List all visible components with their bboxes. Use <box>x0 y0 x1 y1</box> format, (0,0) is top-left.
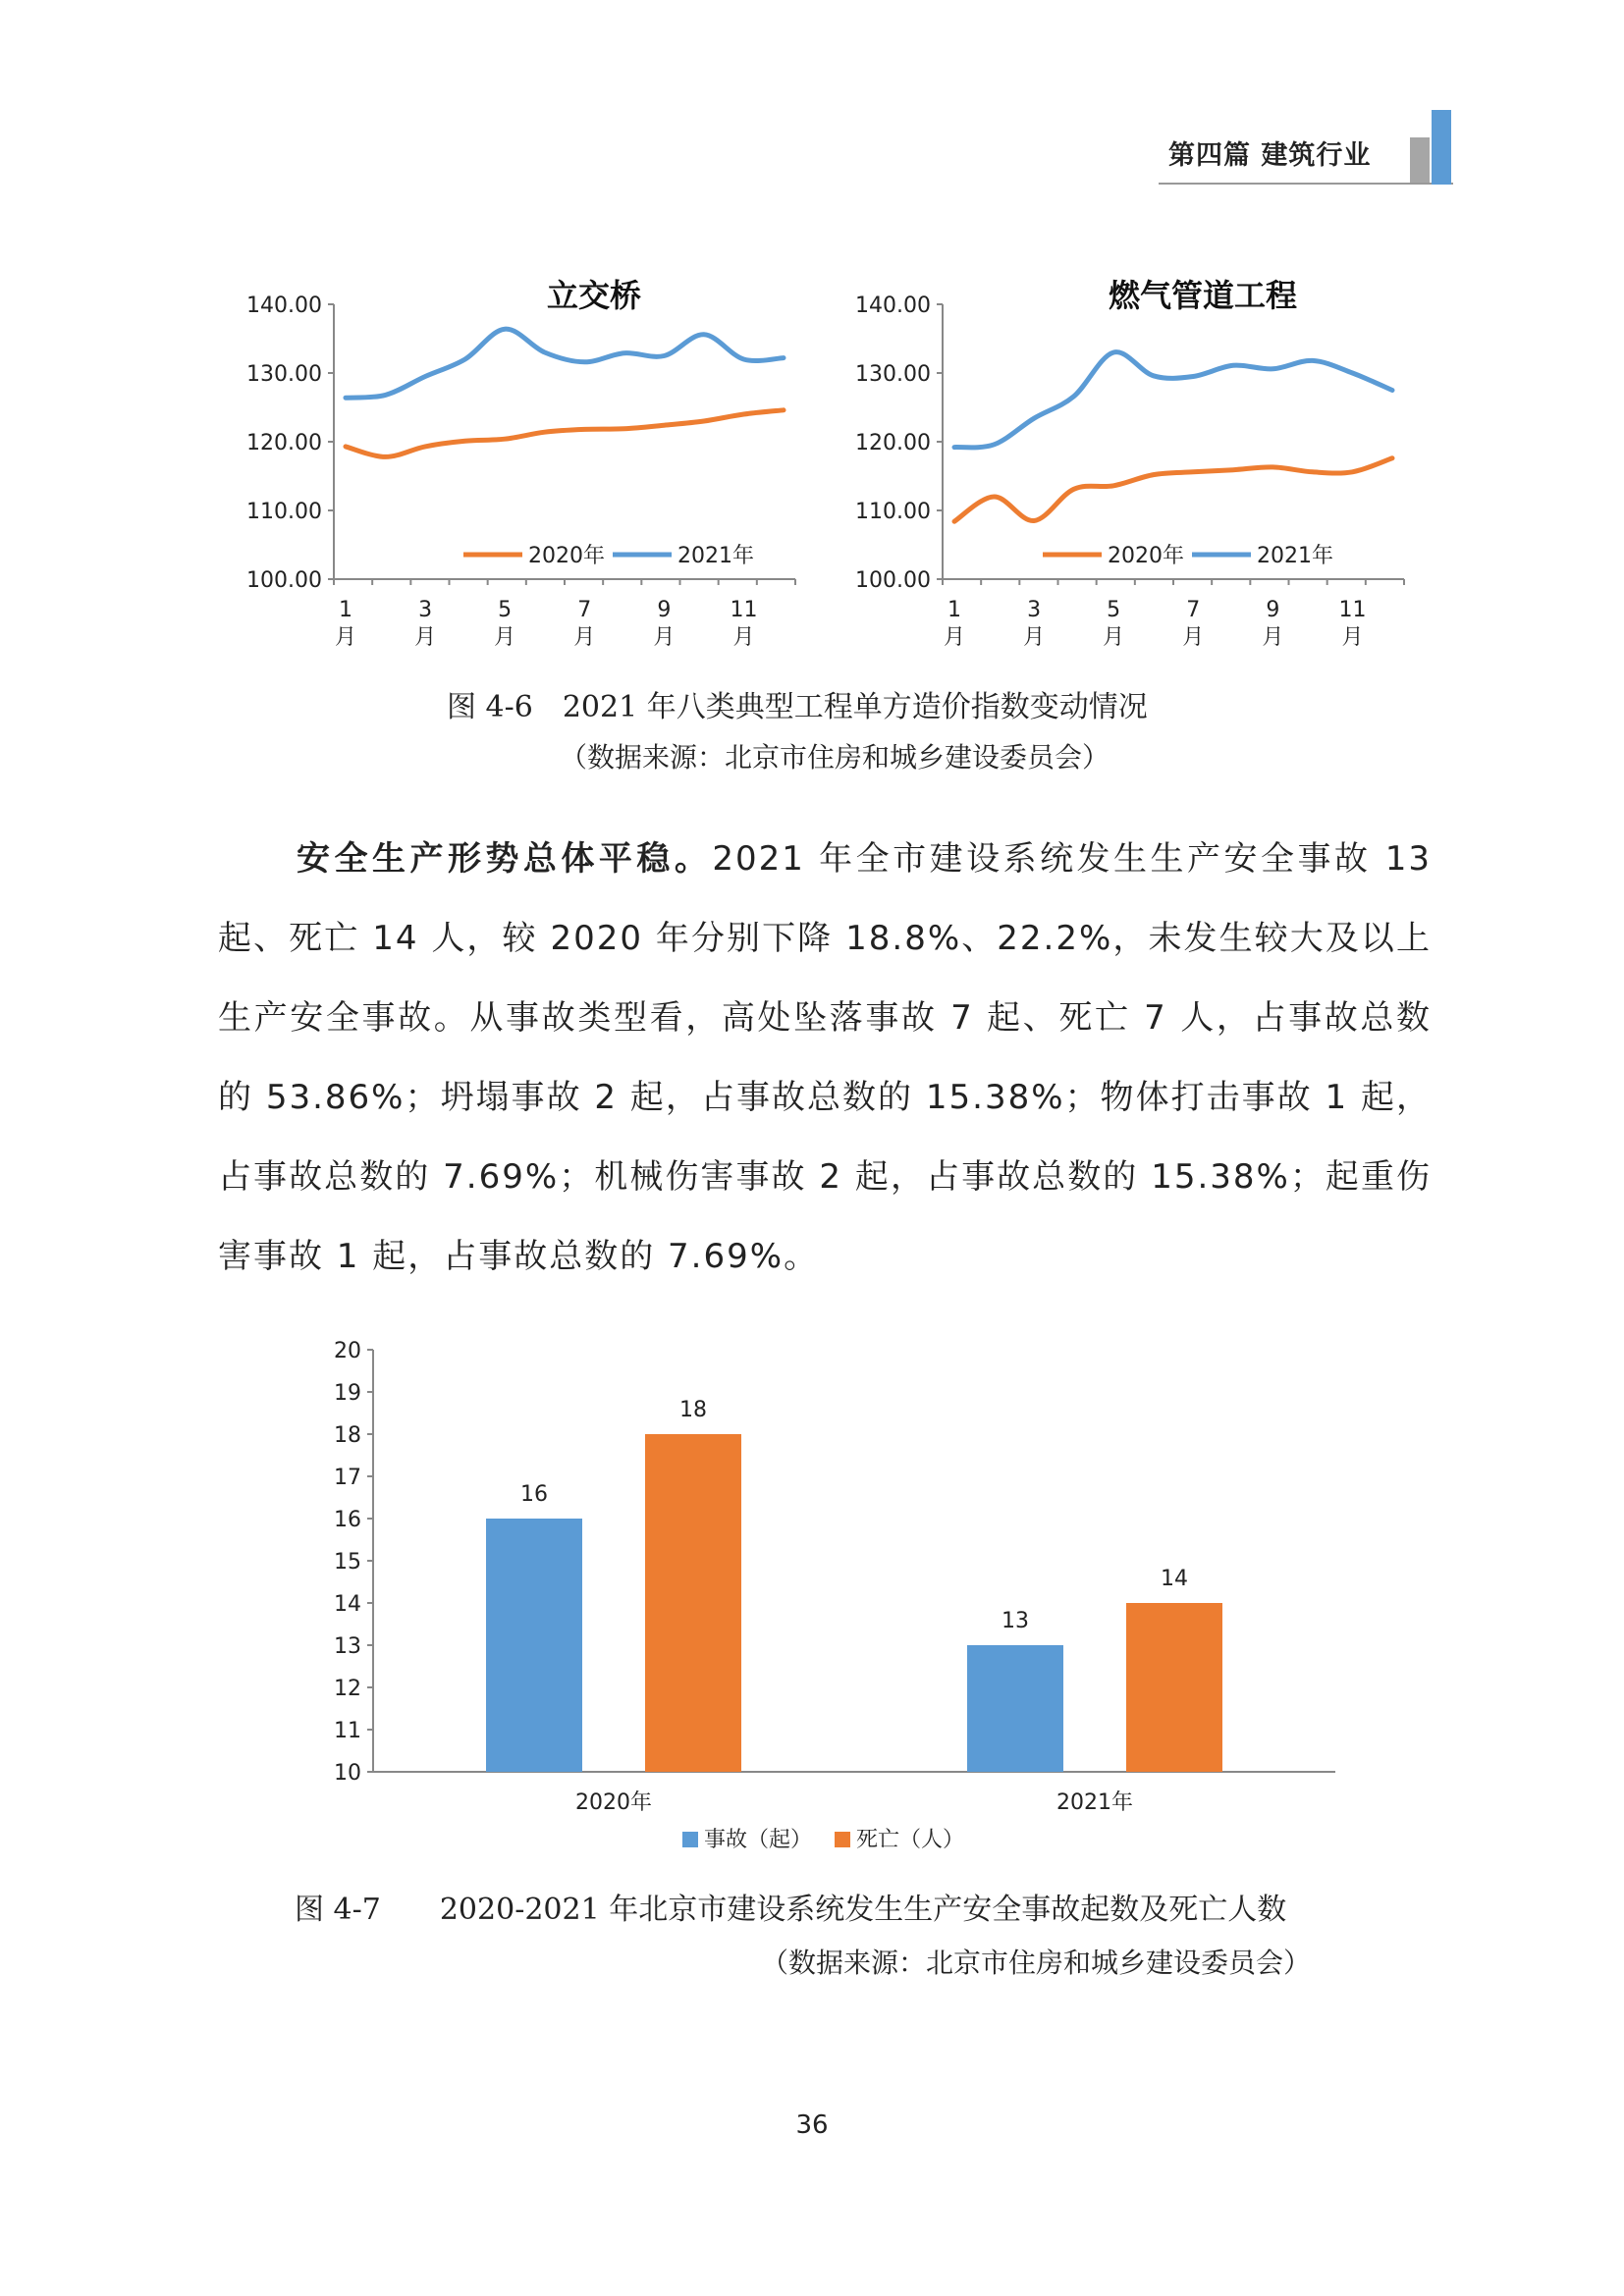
gas-pipeline-x-tick-unit: 月 <box>943 625 966 650</box>
overpass-series-line-2021 <box>346 329 784 398</box>
gas-pipeline-x-tick-label: 9 <box>1266 598 1280 622</box>
gas-pipeline-x-tick-unit: 月 <box>1182 625 1205 650</box>
bar-y-tick-label: 11 <box>334 1719 361 1743</box>
bar-category-label: 2021年 <box>1056 1790 1133 1815</box>
overpass-x-tick-label: 9 <box>657 598 672 622</box>
overpass-x-tick-unit: 月 <box>653 625 676 650</box>
gas-pipeline-title: 燃气管道工程 <box>1108 277 1298 314</box>
bar-legend-swatch-deaths <box>835 1832 850 1847</box>
overpass-legend-label-2020: 2020年 <box>528 544 605 568</box>
bar-y-tick-label: 13 <box>334 1634 361 1659</box>
overpass-x-tick-unit: 月 <box>334 625 357 650</box>
gas-pipeline-y-tick-label: 100.00 <box>855 568 931 593</box>
gas-pipeline-y-tick-label: 130.00 <box>855 362 931 387</box>
overpass-x-tick-unit: 月 <box>494 625 516 650</box>
overpass-x-tick-unit: 月 <box>732 625 755 650</box>
gas-pipeline-x-tick-label: 7 <box>1186 598 1201 622</box>
bar-data-label: 18 <box>679 1398 707 1422</box>
bar-legend-label-accidents: 事故（起） <box>704 1828 813 1852</box>
bar-y-tick-label: 10 <box>334 1761 361 1786</box>
overpass-x-tick-label: 11 <box>730 598 758 622</box>
line-chart-overpass <box>206 265 815 677</box>
bar-category-label: 2020年 <box>575 1790 652 1815</box>
bar-chart-accidents <box>304 1330 1365 1860</box>
bar-deaths <box>1126 1603 1222 1772</box>
paragraph-lead: 安全生产形势总体平稳。 <box>297 839 713 879</box>
gas-pipeline-series-line-2021 <box>954 352 1392 448</box>
gas-pipeline-series-line-2020 <box>954 458 1392 521</box>
gas-pipeline-x-tick-label: 5 <box>1107 598 1121 622</box>
overpass-title: 立交桥 <box>546 277 642 314</box>
bar-y-tick-label: 12 <box>334 1677 361 1701</box>
gas-pipeline-x-tick-label: 11 <box>1338 598 1367 622</box>
overpass-x-tick-unit: 月 <box>573 625 596 650</box>
paragraph-text: 2021 年全市建设系统发生生产安全事故 13 起、死亡 14 人，较 2020 年分别下降 18.8%、22.2%，未发生较大及以上生产安全事故。从事故类型看，高处坠落事故 7 起、死亡 7 人，占事故总数的 53.86%；坍塌事故 2 起，占事故总数的 15.38%；物体打击事故 1 起，占事故总数的 7.69%；机械伤害事故 2 起，占事故总数的 15.38%；起重伤害事故 1 起，占事故总数的 7.69%。 <box>218 839 1433 1276</box>
overpass-y-tick-label: 140.00 <box>246 294 322 318</box>
overpass-x-tick-label: 5 <box>498 598 513 622</box>
bar-deaths <box>645 1434 741 1772</box>
bar-y-tick-label: 14 <box>334 1592 361 1617</box>
line-chart-gas-pipeline <box>815 265 1424 677</box>
gas-pipeline-x-tick-label: 1 <box>947 598 961 622</box>
bar-y-tick-label: 15 <box>334 1550 361 1575</box>
bar-y-tick-label: 20 <box>334 1339 361 1363</box>
bar-y-tick-label: 18 <box>334 1423 361 1448</box>
bar-legend-swatch-accidents <box>682 1832 698 1847</box>
bar-accidents <box>967 1645 1063 1772</box>
section-header-title: 第四篇 建筑行业 <box>1168 140 1372 171</box>
body-paragraph <box>218 820 1432 1297</box>
figure-4-7-source: （数据来源：北京市住房和城乡建设委员会） <box>761 1947 1312 1979</box>
gas-pipeline-legend-label-2020: 2020年 <box>1108 544 1184 568</box>
bar-data-label: 16 <box>520 1482 548 1507</box>
overpass-legend-label-2021: 2021年 <box>677 544 754 568</box>
gas-pipeline-y-tick-label: 120.00 <box>855 431 931 455</box>
gas-pipeline-x-tick-label: 3 <box>1027 598 1042 622</box>
overpass-series-line-2020 <box>346 410 784 457</box>
gas-pipeline-x-tick-unit: 月 <box>1262 625 1284 650</box>
overpass-y-tick-label: 110.00 <box>246 500 322 524</box>
figure-4-6-caption: 图 4-6 2021 年八类典型工程单方造价指数变动情况 <box>447 690 1148 724</box>
overpass-x-tick-label: 7 <box>577 598 592 622</box>
bar-accidents <box>486 1519 582 1772</box>
overpass-y-tick-label: 120.00 <box>246 431 322 455</box>
figure-4-7-caption: 图 4-7 2020-2021 年北京市建设系统发生生产安全事故起数及死亡人数 <box>295 1893 1287 1927</box>
gas-pipeline-y-tick-label: 140.00 <box>855 294 931 318</box>
bar-data-label: 14 <box>1161 1567 1188 1591</box>
overpass-x-tick-unit: 月 <box>414 625 437 650</box>
bar-legend-label-deaths: 死亡（人） <box>856 1828 965 1852</box>
header-rule <box>1159 183 1453 185</box>
gas-pipeline-y-tick-label: 110.00 <box>855 500 931 524</box>
overpass-y-tick-label: 100.00 <box>246 568 322 593</box>
bar-y-tick-label: 16 <box>334 1508 361 1532</box>
overpass-x-tick-label: 3 <box>418 598 433 622</box>
gas-pipeline-x-tick-unit: 月 <box>1103 625 1125 650</box>
header-decor-bar-blue <box>1432 110 1451 185</box>
overpass-y-tick-label: 130.00 <box>246 362 322 387</box>
gas-pipeline-legend-label-2021: 2021年 <box>1257 544 1333 568</box>
bar-y-tick-label: 19 <box>334 1381 361 1406</box>
overpass-x-tick-label: 1 <box>339 598 352 622</box>
gas-pipeline-x-tick-unit: 月 <box>1023 625 1046 650</box>
gas-pipeline-x-tick-unit: 月 <box>1341 625 1364 650</box>
figure-4-6-source: （数据来源：北京市住房和城乡建设委员会） <box>560 741 1110 774</box>
header-decor-bar-gray <box>1410 137 1430 183</box>
bar-data-label: 13 <box>1001 1609 1029 1633</box>
bar-y-tick-label: 17 <box>334 1466 361 1490</box>
page-number: 36 <box>795 2110 829 2140</box>
